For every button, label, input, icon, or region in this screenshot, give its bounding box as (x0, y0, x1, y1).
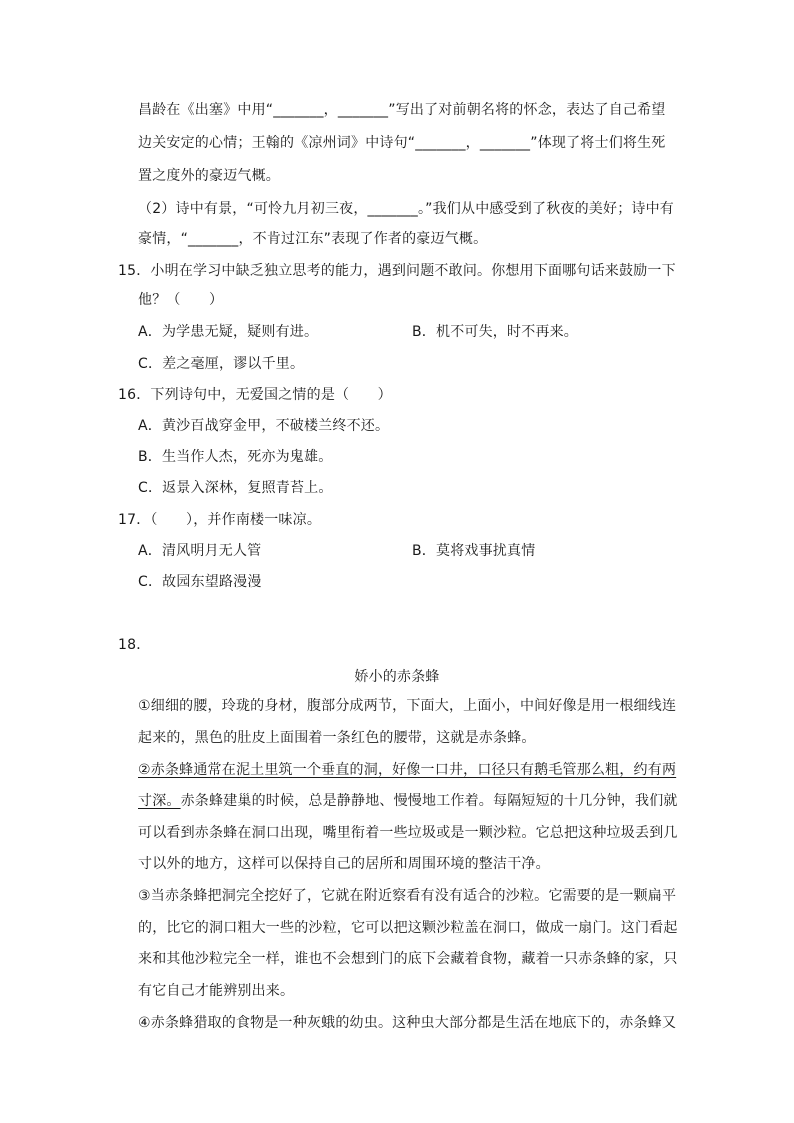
q14-line-4: （2）诗中有景，“可怜九月初三夜，_______。”我们从中感受到了秋夜的美好；诗中有 (138, 201, 675, 217)
q15-option-c[interactable]: C．差之毫厘，谬以千里。 (138, 356, 305, 372)
passage-p2-underlined-tail: 寸深。 (138, 793, 181, 809)
q16-option-a[interactable]: A．黄沙百战穿金甲，不破楼兰终不还。 (138, 418, 390, 434)
passage-p3-line-4: 有它自己才能辨别出来。 (138, 983, 295, 999)
passage-p3-line-1: ③当赤条蜂把洞完全挖好了，它就在附近察看有没有适合的沙粒。它需要的是一颗扁平 (138, 888, 677, 904)
passage-p2-line-2-text: 赤条蜂建巢的时候，总是静静地、慢慢地工作着。每隔短短的十几分钟，我们就 (180, 793, 678, 809)
passage-title: 娇小的赤条蜂 (354, 669, 440, 685)
q17-stem: 17．（ ），并作南楼一味凉。 (118, 512, 322, 528)
passage-p2-underlined-line-1: ②赤条蜂通常在泥土里筑一个垂直的洞，好像一口井，口径只有鹅毛管那么粗，约有两 (138, 762, 677, 778)
q16-option-c[interactable]: C．返景入深林，复照青苔上。 (138, 480, 333, 496)
q17-option-a[interactable]: A．清风明月无人管 (138, 543, 262, 559)
q16-stem: 16．下列诗句中，无爱国之情的是（ ） (118, 387, 392, 403)
q14-line-3: 置之度外的豪迈气概。 (138, 168, 280, 184)
q15-option-a[interactable]: A．为学患无疑，疑则有进。 (138, 324, 319, 340)
passage-p2-line-2 (138, 791, 678, 811)
passage-p1-line-2: 起来的，黑色的肚皮上面围着一条红色的腰带，这就是赤条蜂。 (138, 730, 536, 746)
q16-option-b[interactable]: B．生当作人杰，死亦为鬼雄。 (138, 449, 333, 465)
q17-option-b[interactable]: B．莫将戏事扰真情 (412, 543, 536, 559)
q15-stem-line-2: 他？（ ） (138, 292, 224, 308)
passage-p3-line-3: 来和其他沙粒完全一样，谁也不会想到门的底下会藏着食物，藏着一只赤条蜂的家，只 (138, 951, 678, 967)
q14-line-5: 豪情，“_______，不肯过江东”表现了作者的豪迈气概。 (138, 231, 488, 247)
q14-line-1: 昌龄在《出塞》中用“_______，_______”写出了对前朝名将的怀念，表达了自己希望 (138, 102, 666, 118)
passage-p2-line-4: 寸以外的地方，这样可以保持自己的居所和周围环境的整洁干净。 (138, 856, 550, 872)
q14-line-2: 边关安定的心情；王翰的《凉州词》中诗句“_______，_______”体现了将士们将生死 (138, 135, 666, 151)
passage-p3-line-2: 的，比它的洞口粗大一些的沙粒，它可以把这颗沙粒盖在洞口，做成一扇门。这门看起 (138, 920, 678, 936)
passage-p2-line-3: 可以看到赤条蜂在洞口出现，嘴里衔着一些垃圾或是一颗沙粒。它总把这种垃圾丢到几 (138, 825, 678, 841)
q17-option-c[interactable]: C．故园东望路漫漫 (138, 574, 262, 590)
q18-number: 18． (118, 637, 151, 653)
q15-option-b[interactable]: B．机不可失，时不再来。 (412, 324, 579, 340)
passage-p4-line-1: ④赤条蜂猎取的食物是一种灰蛾的幼虫。这种虫大部分都是生活在地底下的，赤条蜂又 (138, 1015, 677, 1031)
passage-p1-line-1: ①细细的腰，玲珑的身材，腹部分成两节，下面大，上面小，中间好像是用一根细线连 (138, 698, 677, 714)
q15-stem-line-1: 15．小明在学习中缺乏独立思考的能力，遇到问题不敢问。你想用下面哪句话来鼓励一下 (118, 263, 676, 279)
